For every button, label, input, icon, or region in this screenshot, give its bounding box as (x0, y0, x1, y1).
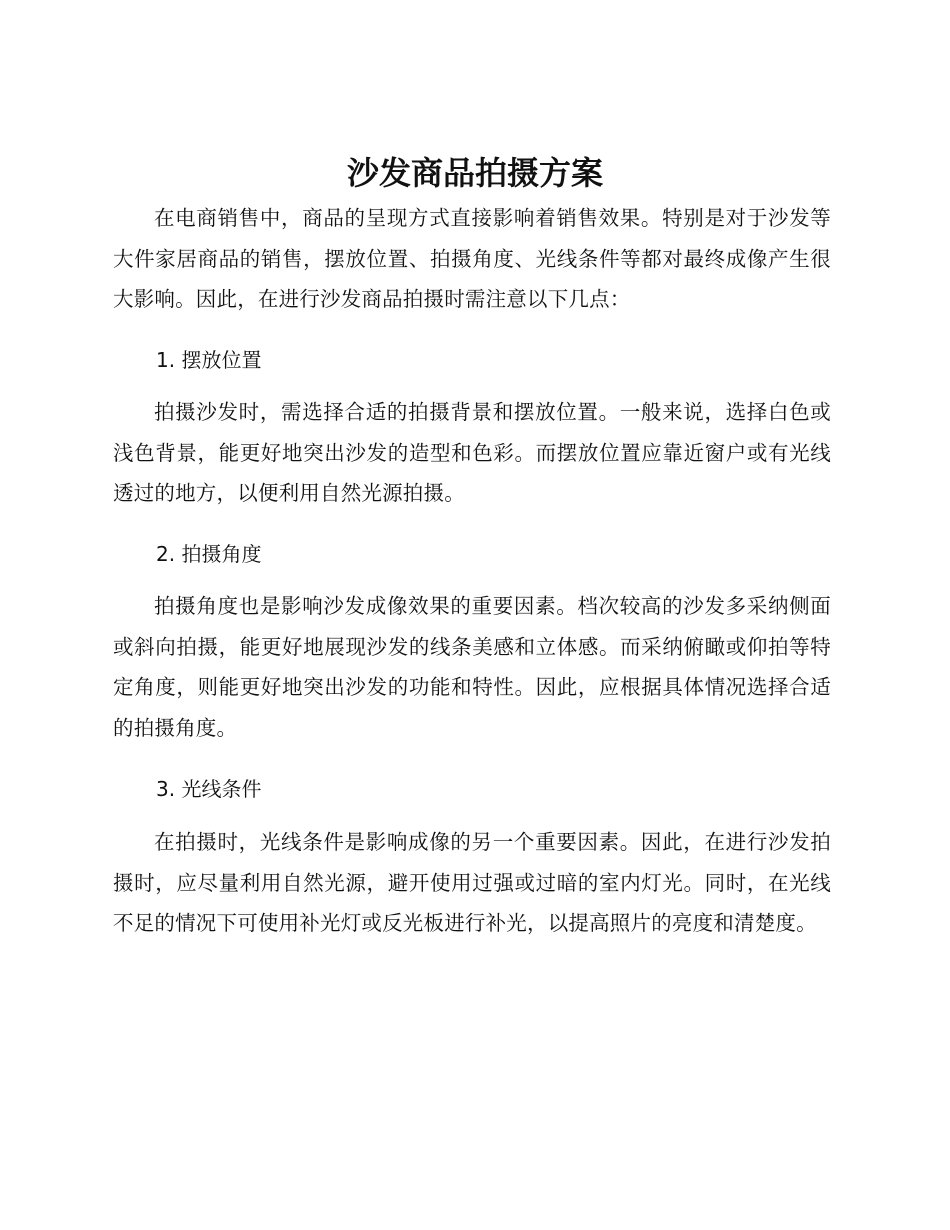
section-heading-placement: 1. 摆放位置 (156, 348, 262, 372)
section-body-placement: 拍摄沙发时，需选择合适的拍摄背景和摆放位置。一般来说，选择白色或浅色背景，能更好地突出沙发的造型和色彩。而摆放位置应靠近窗户或有光线透过的地方，以便利用自然光源拍摄。 (113, 400, 831, 505)
section-heading-lighting: 3. 光线条件 (156, 777, 262, 801)
section-body-angle: 拍摄角度也是影响沙发成像效果的重要因素。档次较高的沙发多采纳侧面或斜向拍摄，能更好地展现沙发的线条美感和立体感。而采纳俯瞰或仰拍等特定角度，则能更好地突出沙发的功能和特性。因此，应根据具体情况选择合适的拍摄角度。 (113, 594, 831, 740)
intro-paragraph: 在电商销售中，商品的呈现方式直接影响着销售效果。特别是对于沙发等大件家居商品的销售，摆放位置、拍摄角度、光线条件等都对最终成像产生很大影响。因此，在进行沙发商品拍摄时需注意以下几点： (113, 206, 831, 311)
section-heading-angle: 2. 拍摄角度 (156, 542, 262, 566)
document-title: 沙发商品拍摄方案 (346, 154, 603, 192)
section-body-lighting: 在拍摄时，光线条件是影响成像的另一个重要因素。因此，在进行沙发拍摄时，应尽量利用自然光源，避开使用过强或过暗的室内灯光。同时，在光线不足的情况下可使用补光灯或反光板进行补光，以提高照片的亮度和清楚度。 (113, 830, 831, 935)
